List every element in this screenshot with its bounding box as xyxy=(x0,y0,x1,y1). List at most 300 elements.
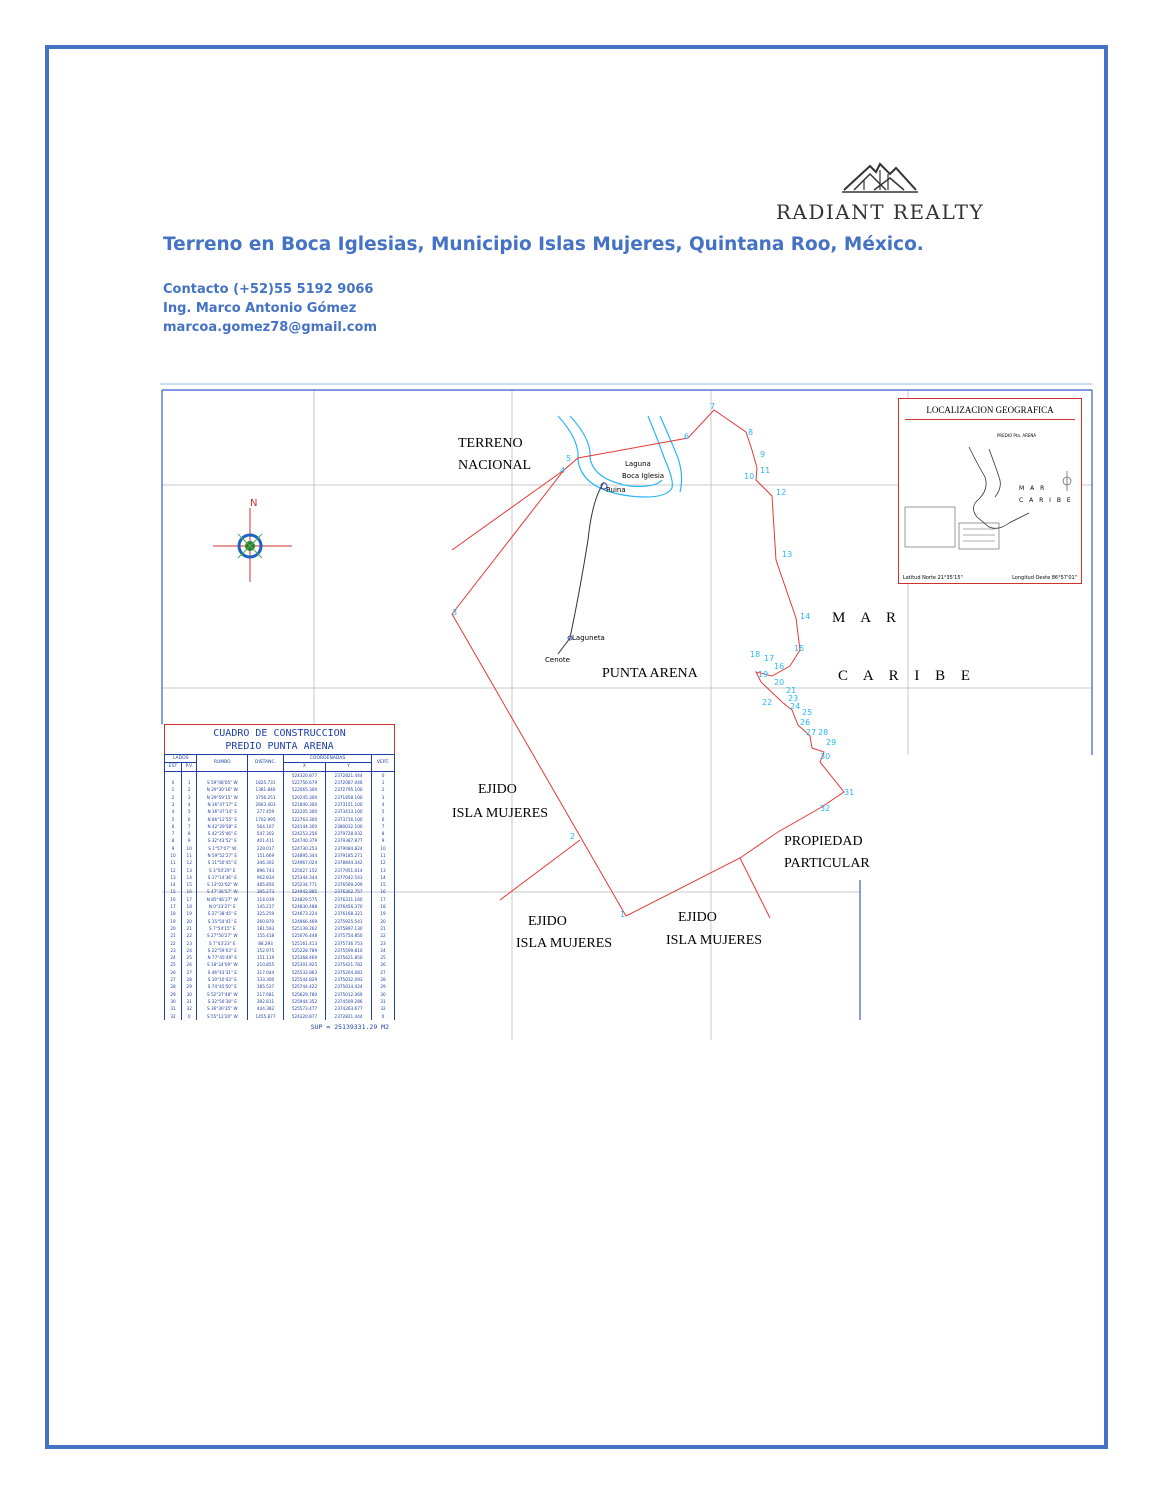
table-cell: 88.293 xyxy=(248,939,284,946)
table-cell: 1 xyxy=(182,779,197,786)
table-cell: N 29°30'16" W xyxy=(197,786,248,793)
table-cell: 22 xyxy=(182,932,197,939)
table-cell: 525573.477 xyxy=(283,1005,325,1012)
table-cell: 9 xyxy=(372,837,395,844)
table-row xyxy=(165,859,395,866)
table-cell: 485.850 xyxy=(248,881,284,888)
table-cell: 20 xyxy=(182,918,197,925)
table-cell: 524740.379 xyxy=(283,837,325,844)
table-cell: 217.681 xyxy=(248,991,284,998)
table-cell: 4 xyxy=(182,801,197,808)
table-cell: 11 xyxy=(165,859,182,866)
point-label: 24 xyxy=(790,702,801,711)
table-cell: 962.834 xyxy=(248,874,284,881)
table-cell: 2379084.824 xyxy=(326,845,372,852)
inset-lon: Longitud Oeste 86°57'01" xyxy=(1012,575,1077,581)
table-cell: 524144.300 xyxy=(283,823,325,830)
label-mar: M A R xyxy=(832,610,903,626)
table-cell: 524320.877 xyxy=(283,1012,325,1019)
table-cell: 17 xyxy=(182,896,197,903)
point-label: 13 xyxy=(782,550,793,559)
point-label: 1 xyxy=(620,910,626,919)
table-cell: S 13°02'02" W xyxy=(197,881,248,888)
table-cell: 260.870 xyxy=(248,918,284,925)
table-cell: 27 xyxy=(165,976,182,983)
table-cell: 7 xyxy=(165,830,182,837)
point-label: 21 xyxy=(786,686,797,695)
table-cell: S 42°25'46" E xyxy=(197,830,248,837)
table-cell: 521840.300 xyxy=(283,801,325,808)
table-cell: 524895.344 xyxy=(283,852,325,859)
label-laguneta: Laguneta xyxy=(572,634,605,642)
table-cell: 27 xyxy=(372,969,395,976)
table-cell: 525368.469 xyxy=(283,954,325,961)
table-cell: 7 xyxy=(372,823,395,830)
table-row xyxy=(165,779,395,786)
table-cell: 524830.488 xyxy=(283,903,325,910)
table-cell: 2375014.424 xyxy=(326,983,372,990)
table-cell: S 27°50'27" W xyxy=(197,932,248,939)
table-cell: 29 xyxy=(182,983,197,990)
table-cell: 2379728.032 xyxy=(326,830,372,837)
table-row xyxy=(165,991,395,998)
table-cell: 16 xyxy=(372,888,395,895)
point-label: 8 xyxy=(748,428,754,437)
table-cell: 15 xyxy=(372,881,395,888)
table-cell: 5 xyxy=(372,808,395,815)
table-row xyxy=(165,771,395,779)
table-cell: 4 xyxy=(372,801,395,808)
table-cell: 1825.731 xyxy=(248,779,284,786)
table-cell: 29 xyxy=(165,991,182,998)
table-cell: 3 xyxy=(182,793,197,800)
point-label: 27 xyxy=(806,728,817,737)
cuadro-title-1: CUADRO DE CONSTRUCCION xyxy=(213,728,346,739)
table-cell: 28 xyxy=(372,976,395,983)
table-cell: 28 xyxy=(165,983,182,990)
point-label: 9 xyxy=(760,450,766,459)
point-label: 25 xyxy=(802,708,813,717)
table-cell: 2374263.677 xyxy=(326,1005,372,1012)
table-cell: 14 xyxy=(372,874,395,881)
inset-title: LOCALIZACION GEOGRAFICA xyxy=(926,405,1054,415)
label-isla-mujeres-1: ISLA MUJERES xyxy=(452,806,549,821)
table-cell: 24 xyxy=(182,947,197,954)
table-cell: N 86°12'55" E xyxy=(197,815,248,822)
table-cell: 525344.344 xyxy=(283,874,325,881)
table-cell: 26 xyxy=(372,961,395,968)
table-cell: 10 xyxy=(165,852,182,859)
point-label: 15 xyxy=(794,644,805,653)
table-cell: 525544.829 xyxy=(283,976,325,983)
table-cell: 13 xyxy=(372,866,395,873)
table-cell: 28 xyxy=(182,976,197,983)
table-cell: 3756.251 xyxy=(248,793,284,800)
table-cell: 29 xyxy=(372,983,395,990)
table-cell: 2376302.757 xyxy=(326,888,372,895)
table-cell: 2375421.782 xyxy=(326,961,372,968)
table-cell: 1381.846 xyxy=(248,786,284,793)
table-cell: 18 xyxy=(372,903,395,910)
table-cell: 525076.448 xyxy=(283,932,325,939)
table-cell: S 52°27'48" W xyxy=(197,991,248,998)
table-cell: 3 xyxy=(372,793,395,800)
table-cell: 1 xyxy=(372,779,395,786)
location-inset xyxy=(898,398,1082,584)
table-cell: 13 xyxy=(165,874,182,881)
table-cell: 133.300 xyxy=(248,976,284,983)
header-x: X xyxy=(283,763,325,771)
table-cell: 2375599.810 xyxy=(326,947,372,954)
table-cell: 4 xyxy=(165,808,182,815)
table-cell: 524942.885 xyxy=(283,888,325,895)
table-cell: 2373413.100 xyxy=(326,808,372,815)
table-cell: 15 xyxy=(165,888,182,895)
table-cell: 1 xyxy=(165,786,182,793)
table-cell: 151.119 xyxy=(248,954,284,961)
table-cell: N 29°59'15" W xyxy=(197,793,248,800)
point-label: 20 xyxy=(774,678,785,687)
table-row xyxy=(165,1005,395,1012)
table-cell: 9 xyxy=(182,837,197,844)
table-cell: 18 xyxy=(165,910,182,917)
table-cell: 2376168.321 xyxy=(326,910,372,917)
table-cell: 524829.575 xyxy=(283,896,325,903)
table-row xyxy=(165,888,395,895)
table-cell: 1702.995 xyxy=(248,815,284,822)
table-cell: S 32°43'52" E xyxy=(197,837,248,844)
point-label: 6 xyxy=(684,432,690,441)
table-cell xyxy=(182,771,197,779)
table-cell: 151.669 xyxy=(248,852,284,859)
north-arrow-icon xyxy=(213,508,292,582)
table-row xyxy=(165,947,395,954)
table-cell: 23 xyxy=(182,939,197,946)
point-label: 26 xyxy=(800,718,811,727)
table-cell: 31 xyxy=(182,998,197,1005)
table-cell: 2377951.614 xyxy=(326,866,372,873)
table-cell: 524320.877 xyxy=(283,771,325,779)
table-row xyxy=(165,925,395,932)
table-cell: 2375621.850 xyxy=(326,954,372,961)
table-cell: S 1°57'07" W xyxy=(197,845,248,852)
inset-predio: PREDIO Pta. ARENA xyxy=(997,433,1037,438)
table-cell: S 74°45'50" E xyxy=(197,983,248,990)
table-cell: S 32°50'38" E xyxy=(197,998,248,1005)
point-label: 11 xyxy=(760,466,771,475)
label-laguna: Laguna xyxy=(625,460,651,468)
table-cell: 25 xyxy=(182,954,197,961)
table-cell: 10 xyxy=(182,845,197,852)
table-cell: 8 xyxy=(182,830,197,837)
table-row xyxy=(165,896,395,903)
table-cell: 145.217 xyxy=(248,903,284,910)
table-cell: 2375032.093 xyxy=(326,976,372,983)
table-cell: 19 xyxy=(165,918,182,925)
table-row xyxy=(165,961,395,968)
table-cell: S 27°38'45" E xyxy=(197,910,248,917)
table-row xyxy=(165,815,395,822)
table-cell: S 3°50'29" E xyxy=(197,866,248,873)
contact-phone: Contacto (+52)55 5192 9066 xyxy=(163,282,374,297)
table-cell: 525301.925 xyxy=(283,961,325,968)
cuadro-title-2: PREDIO PUNTA ARENA xyxy=(225,741,334,752)
table-cell: 0 xyxy=(182,1012,197,1019)
table-cell: 346.302 xyxy=(248,859,284,866)
table-cell: N 0°33'27" E xyxy=(197,903,248,910)
table-cell: 185.537 xyxy=(248,983,284,990)
label-terreno: TERRENO xyxy=(458,436,523,451)
table-cell: 896.743 xyxy=(248,866,284,873)
point-label: 19 xyxy=(758,670,769,679)
table-row xyxy=(165,845,395,852)
contact-email[interactable]: marcoa.gomez78@gmail.com xyxy=(163,320,377,335)
label-ejido-1: EJIDO xyxy=(478,782,517,797)
label-isla-mujeres-2: ISLA MUJERES xyxy=(516,936,613,951)
table-cell: 522756.679 xyxy=(283,779,325,786)
table-row xyxy=(165,837,395,844)
table-cell: S 22°59'03" E xyxy=(197,947,248,954)
table-row xyxy=(165,801,395,808)
header-lados: LADOS xyxy=(165,755,197,763)
table-cell: 23 xyxy=(372,939,395,946)
table-cell: 20 xyxy=(165,925,182,932)
table-cell: S 11°50'45" E xyxy=(197,859,248,866)
table-cell: 2379185.271 xyxy=(326,852,372,859)
table-cell: S 7°43'23" E xyxy=(197,939,248,946)
table-cell: 2377042.543 xyxy=(326,874,372,881)
table-cell: 325.259 xyxy=(248,910,284,917)
table-cell: 524967.024 xyxy=(283,859,325,866)
table-cell: 22 xyxy=(372,932,395,939)
table-cell: 2375897.130 xyxy=(326,925,372,932)
superficie-total: SUP = 25139331.29 M2 xyxy=(310,1022,389,1031)
table-cell: 2375736.753 xyxy=(326,939,372,946)
table-cell: 5 xyxy=(165,815,182,822)
table-cell: 525027.152 xyxy=(283,866,325,873)
table-cell: 2375012.369 xyxy=(326,991,372,998)
table-cell: N 36°47'14" E xyxy=(197,808,248,815)
table-cell: 14 xyxy=(165,881,182,888)
header-rumbo: RUMBO xyxy=(197,755,248,772)
inset-coordinates xyxy=(903,575,1077,581)
header-y: Y xyxy=(326,763,372,771)
house-logo-icon xyxy=(840,160,920,194)
table-cell: 2 xyxy=(372,786,395,793)
table-cell: 26 xyxy=(165,969,182,976)
table-cell: 16 xyxy=(182,888,197,895)
table-row xyxy=(165,823,395,830)
point-label: 14 xyxy=(800,612,811,621)
table-cell: 524253.256 xyxy=(283,830,325,837)
table-cell: 155.418 xyxy=(248,932,284,939)
label-ejido-2: EJIDO xyxy=(528,914,567,929)
table-cell: 181.593 xyxy=(248,925,284,932)
construction-table xyxy=(164,724,395,1042)
point-label: 23 xyxy=(788,694,799,703)
table-cell: 1455.877 xyxy=(248,1012,284,1019)
table-cell: 524673.224 xyxy=(283,910,325,917)
table-cell: 17 xyxy=(372,896,395,903)
table-cell: 15 xyxy=(182,881,197,888)
table-cell: S 7°54'15" E xyxy=(197,925,248,932)
table-cell: N 59°52'27" E xyxy=(197,852,248,859)
table-row xyxy=(165,852,395,859)
table-cell: S 47°36'57" W xyxy=(197,888,248,895)
table-cell: 564.107 xyxy=(248,823,284,830)
table-cell: 2376456.370 xyxy=(326,903,372,910)
table-cell: 2375204.083 xyxy=(326,969,372,976)
table-row xyxy=(165,939,395,946)
point-label: 3 xyxy=(452,608,458,617)
table-cell xyxy=(248,771,284,779)
table-row xyxy=(165,954,395,961)
table-cell: 24 xyxy=(165,954,182,961)
table-row xyxy=(165,969,395,976)
table-cell: 25 xyxy=(372,954,395,961)
point-label: 32 xyxy=(820,804,831,813)
north-label: N xyxy=(250,498,258,509)
table-cell: 8 xyxy=(165,837,182,844)
table-cell: 8 xyxy=(372,830,395,837)
table-cell: 10 xyxy=(372,845,395,852)
point-label: 4 xyxy=(560,466,566,475)
table-cell: S 10°10'43" E xyxy=(197,976,248,983)
table-row xyxy=(165,976,395,983)
table-cell: N 85°46'27" W xyxy=(197,896,248,903)
table-cell: S 15°54'41" E xyxy=(197,918,248,925)
table-cell: 2372795.100 xyxy=(326,786,372,793)
page-title: Terreno en Boca Iglesias, Municipio Islas Mujeres, Quintana Roo, México. xyxy=(163,234,924,255)
table-cell: 525228.789 xyxy=(283,947,325,954)
table-cell: 5 xyxy=(182,808,197,815)
table-cell: 25 xyxy=(165,961,182,968)
table-cell: 20 xyxy=(372,918,395,925)
table-cell: 2378844.342 xyxy=(326,859,372,866)
inset-caribe: C A R I B E xyxy=(1019,497,1073,504)
table-cell: 277.459 xyxy=(248,808,284,815)
brand-name: RADIANT REALTY xyxy=(775,200,985,224)
table-cell: 11 xyxy=(182,852,197,859)
table-cell: 12 xyxy=(372,859,395,866)
table-row xyxy=(165,910,395,917)
table-cell: 19 xyxy=(182,910,197,917)
table-cell: 18 xyxy=(182,903,197,910)
table-cell: 11 xyxy=(372,852,395,859)
table-row xyxy=(165,903,395,910)
table-cell: 2373151.100 xyxy=(326,801,372,808)
survey-map xyxy=(160,380,1095,1045)
table-cell: 30 xyxy=(165,998,182,1005)
table-cell: 26 xyxy=(182,961,197,968)
table-cell: 23 xyxy=(165,947,182,954)
contact-name: Ing. Marco Antonio Gómez xyxy=(163,301,357,316)
table-row xyxy=(165,830,395,837)
table-cell: 114.039 xyxy=(248,896,284,903)
table-cell: 2380032.100 xyxy=(326,823,372,830)
table-cell: S 36°30'35" W xyxy=(197,1005,248,1012)
table-cell: 21 xyxy=(182,925,197,932)
header-distancia: DISTANC. xyxy=(248,755,284,772)
table-cell: 7 xyxy=(182,823,197,830)
table-cell: 21 xyxy=(165,932,182,939)
table-cell: S 59°08'05" W xyxy=(197,779,248,786)
table-cell: 524730.253 xyxy=(283,845,325,852)
table-cell: 2372087.046 xyxy=(326,779,372,786)
table-cell: 525532.863 xyxy=(283,969,325,976)
table-cell: 0 xyxy=(372,1012,395,1019)
table-cell: 2376311.160 xyxy=(326,896,372,903)
point-label: 2 xyxy=(570,832,576,841)
table-cell: 525629.780 xyxy=(283,991,325,998)
table-cell: 525234.771 xyxy=(283,881,325,888)
point-label: 10 xyxy=(744,472,755,481)
table-cell: S 18°24'09" W xyxy=(197,961,248,968)
table-cell: 525161.413 xyxy=(283,939,325,946)
table-cell xyxy=(197,771,248,779)
table-cell: S 17°14'36" E xyxy=(197,874,248,881)
table-row xyxy=(165,786,395,793)
table-cell: 525139.262 xyxy=(283,925,325,932)
table-cell: 2375925.541 xyxy=(326,918,372,925)
table-cell xyxy=(165,771,182,779)
table-cell: 392.811 xyxy=(248,998,284,1005)
table-cell: 31 xyxy=(165,1005,182,1012)
table-row xyxy=(165,1012,395,1019)
point-label: 16 xyxy=(774,662,785,671)
table-cell: 444.382 xyxy=(248,1005,284,1012)
table-row xyxy=(165,983,395,990)
header-pv: P.V. xyxy=(182,763,197,771)
point-label: 5 xyxy=(566,454,572,463)
table-cell: 32 xyxy=(165,1012,182,1019)
table-cell: 522065.300 xyxy=(283,786,325,793)
label-isla-mujeres-3: ISLA MUJERES xyxy=(666,933,763,948)
table-cell: 14 xyxy=(182,874,197,881)
table-cell: 525944.352 xyxy=(283,998,325,1005)
table-cell: 2372821.444 xyxy=(326,771,372,779)
label-ejido-3: EJIDO xyxy=(678,910,717,925)
table-cell: 12 xyxy=(165,866,182,873)
table-cell: 401.411 xyxy=(248,837,284,844)
table-cell: 229.017 xyxy=(248,845,284,852)
logo xyxy=(770,160,990,224)
header-est: EST xyxy=(165,763,182,771)
table-cell: 22 xyxy=(165,939,182,946)
point-label: 12 xyxy=(776,488,787,497)
table-row xyxy=(165,918,395,925)
table-cell: 21 xyxy=(372,925,395,932)
table-cell: 2373716.100 xyxy=(326,815,372,822)
point-label: 30 xyxy=(820,752,831,761)
table-cell: 547.302 xyxy=(248,830,284,837)
table-cell: 395.273 xyxy=(248,888,284,895)
table-cell: 2371858.100 xyxy=(326,793,372,800)
table-row xyxy=(165,866,395,873)
coordinates-table-body xyxy=(165,771,395,1020)
table-row xyxy=(165,874,395,881)
table-row xyxy=(165,808,395,815)
header-coordenadas: COORDENADAS xyxy=(283,755,371,763)
label-propiedad: PROPIEDAD xyxy=(784,834,863,849)
table-cell: N 36°47'17" E xyxy=(197,801,248,808)
table-cell: 6 xyxy=(182,815,197,822)
table-cell: 6 xyxy=(372,815,395,822)
table-cell: 27 xyxy=(182,969,197,976)
table-cell: 31 xyxy=(372,998,395,1005)
point-label: 17 xyxy=(764,654,775,663)
table-row xyxy=(165,998,395,1005)
